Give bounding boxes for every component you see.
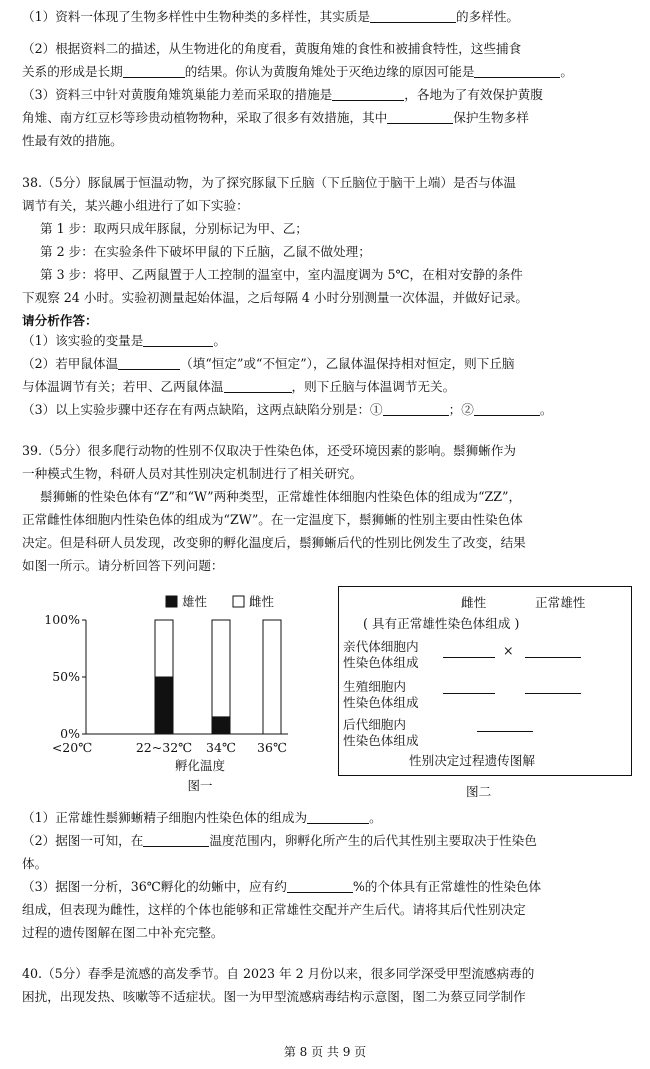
gamete-label-1: 生殖细胞内 bbox=[343, 679, 406, 694]
q39-answer3-cont1: 组成，但表现为雌性，这样的个体也能够和正常雄性交配并产生后代。请将其后代性别决定 bbox=[22, 902, 526, 917]
q38-step1: 第 1 步：取两只成年豚鼠，分别标记为甲、乙； bbox=[40, 221, 308, 236]
q40-stem-line2: 困扰，出现发热、咳嗽等不适症状。图一为甲型流感病毒结构示意图，图二为蔡豆同学制作 bbox=[22, 989, 526, 1004]
q38-stem-line2: 调节有关，某兴趣小组进行了如下实验： bbox=[22, 198, 249, 213]
offspring-blank bbox=[477, 731, 533, 732]
q37-line4: （3）资料三中针对黄腹角雉筑巢能力差而采取的措施是 ，各地为了有效保护黄腹 bbox=[22, 87, 543, 102]
blank-field bbox=[474, 403, 540, 416]
q39-stem-line6: 如图一所示。请分析回答下列问题： bbox=[22, 558, 224, 573]
q39-answer1: （1）正常雄性鬃狮蜥精子细胞内性染色体的组成为 。 bbox=[22, 810, 382, 825]
q38-step3: 第 3 步：将甲、乙两鼠置于人工控制的温室中，室内温度调为 5℃，在相对安静的条件 bbox=[40, 267, 523, 282]
legend-swatch-female bbox=[233, 596, 244, 607]
figure1-chart bbox=[30, 590, 322, 800]
q39-answer3: （3）据图一分析，36℃孵化的幼蜥中，应有约 %的个体具有正常雄性的性染色体 bbox=[22, 879, 542, 894]
q39-stem-line2: 一种模式生物，科研人员对其性别决定机制进行了相关研究。 bbox=[22, 466, 363, 481]
blank-field bbox=[387, 111, 453, 124]
q37-line1: （1）资料一体现了生物多样性中生物种类的多样性，其实质是 的多样性。 bbox=[22, 9, 520, 24]
blank-field bbox=[307, 811, 369, 824]
x-tick-label: <20℃ bbox=[51, 740, 93, 755]
parent-female-blank bbox=[443, 657, 495, 658]
parent-label-2: 性染色体组成 bbox=[343, 655, 419, 670]
q38-answer1: （1）该实验的变量是 。 bbox=[22, 333, 226, 348]
figure1-svg bbox=[30, 590, 322, 800]
x-tick-label: 34℃ bbox=[206, 740, 236, 755]
bar-female bbox=[212, 620, 230, 717]
q38-answer2: （2）若甲鼠体温 （填“恒定”或“不恒定”），乙鼠体温保持相对恒定，则下丘脑 bbox=[22, 356, 515, 371]
offspring-label-1: 后代细胞内 bbox=[343, 717, 406, 732]
parent-male-blank bbox=[525, 657, 581, 658]
blank-field bbox=[123, 65, 185, 78]
q38-step3-cont: 下观察 24 小时。实验初测量起始体温，之后每隔 4 小时分别测量一次体温，并做好记录。 bbox=[22, 290, 529, 305]
blank-field bbox=[370, 10, 456, 23]
q38-answer3: （3）以上实验步骤中还存在有两点缺陷，这两点缺陷分别是：① ；② 。 bbox=[22, 402, 553, 417]
cross-symbol: × bbox=[503, 643, 514, 658]
figure2-box bbox=[338, 586, 632, 776]
q38-stem-line1: 38.（5分）豚鼠属于恒温动物，为了探究豚鼠下丘脑（下丘脑位于脑干上端）是否与体温 bbox=[22, 175, 517, 190]
offspring-label-2: 性染色体组成 bbox=[343, 733, 419, 748]
female-note: ( 具有正常雄性染色体组成 ) bbox=[363, 616, 520, 631]
q39-stem-line1: 39.（5分）很多爬行动物的性别不仅取决于性染色体，还受环境因素的影响。鬃狮蜥作为 bbox=[22, 443, 517, 458]
bar-female bbox=[263, 620, 281, 734]
q40-stem-line1: 40.（5分）春季是流感的高发季节。自 2023 年 2 月份以来，很多同学深受甲型流感病毒的 bbox=[22, 966, 535, 981]
q38-answer2-cont: 与体温调节有关；若甲、乙两鼠体温 ，则下丘脑与体温调节无关。 bbox=[22, 379, 456, 394]
q39-stem-line5: 决定。但是科研人员发现，改变卵的孵化温度后，鬃狮蜥后代的性别比例发生了改变，结果 bbox=[22, 535, 526, 550]
legend-label-male: 雄性 bbox=[182, 594, 208, 609]
y-tick-label: 0% bbox=[60, 726, 80, 741]
y-tick-label: 50% bbox=[52, 669, 80, 684]
q39-answer2-cont: 体。 bbox=[22, 856, 48, 871]
q38-step2: 第 2 步：在实验条件下破坏甲鼠的下丘脑，乙鼠不做处理； bbox=[40, 244, 371, 259]
q37-line3: 关系的形成是长期 的结果。你认为黄腹角雉处于灭绝边缘的原因可能是 。 bbox=[22, 64, 573, 79]
q39-answer3-cont2: 过程的遗传图解在图二中补充完整。 bbox=[22, 925, 224, 940]
q38-instruction: 请分析作答： bbox=[22, 313, 98, 328]
blank-field bbox=[474, 65, 560, 78]
q39-stem-line3: 鬃狮蜥的性染色体有“Z”和“W”两种类型，正常雄性体细胞内性染色体的组成为“ZZ”， bbox=[40, 489, 522, 504]
blank-field bbox=[287, 880, 353, 893]
q39-stem-line4: 正常雌性体细胞内性染色体的组成为“ZW”。在一定温度下，鬃狮蜥的性别主要由性染色体 bbox=[22, 512, 523, 527]
normal-male-label: 正常雄性 bbox=[535, 595, 586, 610]
female-label: 雌性 bbox=[461, 595, 487, 610]
blank-field bbox=[383, 403, 449, 416]
blank-field bbox=[224, 380, 292, 393]
figure2-caption: 图二 bbox=[466, 784, 492, 799]
q37-line6: 性最有效的措施。 bbox=[22, 133, 123, 148]
blank-field bbox=[143, 334, 213, 347]
page-footer: 第 8 页 共 9 页 bbox=[283, 1045, 367, 1059]
y-tick-label: 100% bbox=[44, 612, 80, 627]
x-tick-label: 36℃ bbox=[257, 740, 287, 755]
x-axis-label: 孵化温度 bbox=[174, 758, 226, 773]
blank-field bbox=[143, 834, 209, 847]
gamete-male-blank bbox=[525, 693, 581, 694]
x-tick-label: 22~32℃ bbox=[135, 740, 193, 755]
blank-field bbox=[332, 88, 404, 101]
q37-line2: （2）根据资料二的描述，从生物进化的角度看，黄腹角雉的食性和被捕食特性，这些捕食 bbox=[22, 41, 522, 56]
gamete-female-blank bbox=[443, 693, 495, 694]
figure2-title: 性别决定过程遗传图解 bbox=[409, 753, 535, 768]
gamete-label-2: 性染色体组成 bbox=[343, 695, 419, 710]
bar-female bbox=[155, 620, 173, 677]
q39-answer2: （2）据图一可知，在 温度范围内，卵孵化所产生的后代其性别主要取决于性染色 bbox=[22, 833, 537, 848]
parent-label-1: 亲代体细胞内 bbox=[343, 639, 419, 654]
bar-male bbox=[212, 717, 230, 734]
legend-label-female: 雌性 bbox=[249, 594, 275, 609]
blank-field bbox=[118, 357, 180, 370]
figure1-caption: 图一 bbox=[187, 778, 213, 793]
q37-line5: 角雉、南方红豆杉等珍贵动植物物种，采取了很多有效措施，其中 保护生物多样 bbox=[22, 110, 529, 125]
bar-male bbox=[155, 677, 173, 734]
legend-swatch-male bbox=[166, 596, 177, 607]
